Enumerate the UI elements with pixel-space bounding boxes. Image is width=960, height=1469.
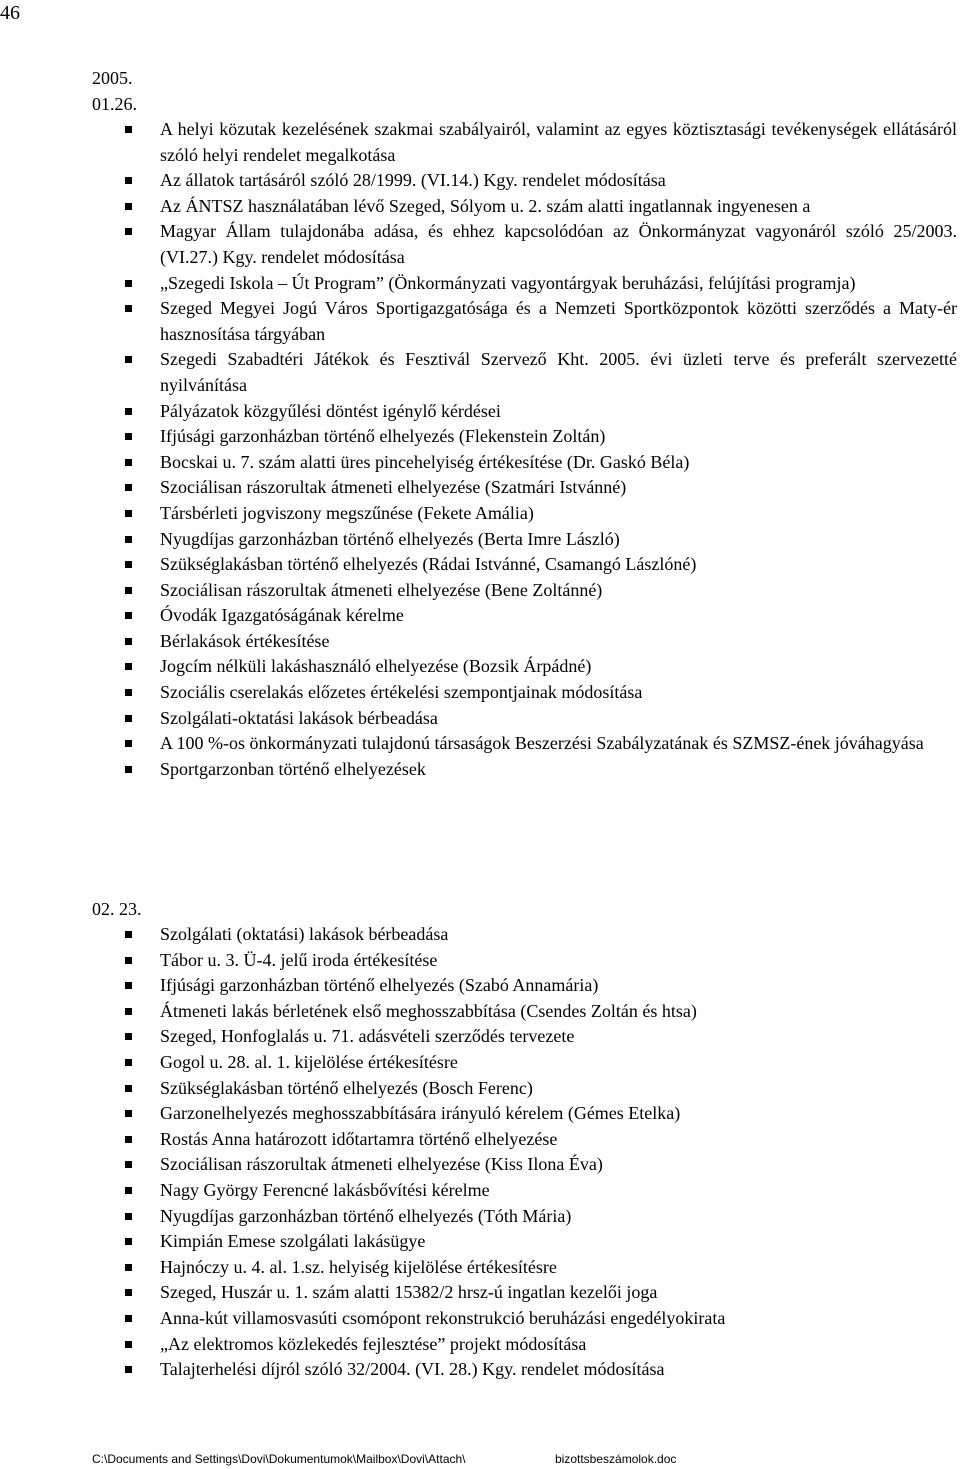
agenda-item: „Szegedi Iskola – Út Program” (Önkormányzati vagyontárgyak beruházási, felújítási programja)	[160, 271, 957, 297]
agenda-item: Szeged, Huszár u. 1. szám alatti 15382/2 hrsz-ú ingatlan kezelői joga	[160, 1280, 957, 1306]
agenda-item: Ifjúsági garzonházban történő elhelyezés (Flekenstein Zoltán)	[160, 424, 957, 450]
agenda-item: Anna-kút villamosvasúti csomópont rekonstrukció beruházási engedélyokirata	[160, 1306, 957, 1332]
section-date	[92, 66, 137, 117]
agenda-item: Garzonelhelyezés meghosszabbítására irányuló kérelem (Gémes Etelka)	[160, 1101, 957, 1127]
agenda-item: Társbérleti jogviszony megszűnése (Fekete Amália)	[160, 501, 957, 527]
agenda-item: Szeged, Honfoglalás u. 71. adásvételi szerződés tervezete	[160, 1024, 957, 1050]
agenda-item: Bérlakások értékesítése	[160, 629, 957, 655]
section-date-line: 2005.	[92, 68, 133, 88]
agenda-item: Pályázatok közgyűlési döntést igénylő kérdései	[160, 399, 957, 425]
agenda-item: Az állatok tartásáról szóló 28/1999. (VI.14.) Kgy. rendelet módosítása	[160, 168, 957, 194]
footer	[92, 1452, 676, 1466]
agenda-item: Jogcím nélküli lakáshasználó elhelyezése (Bozsik Árpádné)	[160, 654, 957, 680]
agenda-item: Szükséglakásban történő elhelyezés (Rádai Istvánné, Csamangó Lászlóné)	[160, 552, 957, 578]
agenda-list	[160, 922, 957, 1383]
agenda-item: Szükséglakásban történő elhelyezés (Bosch Ferenc)	[160, 1076, 957, 1102]
agenda-item: Szociálisan rászorultak átmeneti elhelyezése (Kiss Ilona Éva)	[160, 1152, 957, 1178]
agenda-item: Sportgarzonban történő elhelyezések	[160, 757, 957, 783]
agenda-item: Szolgálati (oktatási) lakások bérbeadása	[160, 922, 957, 948]
agenda-item: Gogol u. 28. al. 1. kijelölése értékesítésre	[160, 1050, 957, 1076]
agenda-item: Az ÁNTSZ használatában lévő Szeged, Sólyom u. 2. szám alatti ingatlannak ingyenesen a	[160, 194, 957, 220]
page-number: 46	[0, 2, 20, 24]
agenda-item: Magyar Állam tulajdonába adása, és ehhez kapcsolódóan az Önkormányzat vagyonáról szóló 25/2003. (VI.27.) Kgy. rendelet módosítása	[160, 219, 957, 270]
footer-file-path: C:\Documents and Settings\Dovi\Dokumentumok\Mailbox\Dovi\Attach\	[92, 1452, 466, 1466]
agenda-item: Szeged Megyei Jogú Város Sportigazgatósága és a Nemzeti Sportközpontok közötti szerződés a Maty-ér hasznosítása tárgyában	[160, 296, 957, 347]
agenda-item: Szegedi Szabadtéri Játékok és Fesztivál Szervező Kht. 2005. évi üzleti terve és preferált szervezetté nyilvánítása	[160, 347, 957, 398]
section-date-line: 01.26.	[92, 93, 137, 114]
agenda-item: Szociálisan rászorultak átmeneti elhelyezése (Szatmári Istvánné)	[160, 475, 957, 501]
agenda-item: Nagy György Ferencné lakásbővítési kérelme	[160, 1178, 957, 1204]
agenda-item: Ifjúsági garzonházban történő elhelyezés (Szabó Annamária)	[160, 973, 957, 999]
agenda-item: Bocskai u. 7. szám alatti üres pincehelyiség értékesítése (Dr. Gaskó Béla)	[160, 450, 957, 476]
agenda-list	[160, 117, 957, 782]
agenda-item: Átmeneti lakás bérletének első meghosszabbítása (Csendes Zoltán és htsa)	[160, 999, 957, 1025]
agenda-item: Szociálisan rászorultak átmeneti elhelyezése (Bene Zoltánné)	[160, 578, 957, 604]
agenda-item: Szociális cserelakás előzetes értékelési szempontjainak módosítása	[160, 680, 957, 706]
agenda-item: Nyugdíjas garzonházban történő elhelyezés (Berta Imre László)	[160, 527, 957, 553]
agenda-item: „Az elektromos közlekedés fejlesztése” projekt módosítása	[160, 1332, 957, 1358]
agenda-item: Nyugdíjas garzonházban történő elhelyezés (Tóth Mária)	[160, 1204, 957, 1230]
agenda-item: Tábor u. 3. Ü-4. jelű iroda értékesítése	[160, 948, 957, 974]
agenda-item: A 100 %-os önkormányzati tulajdonú társaságok Beszerzési Szabályzatának és SZMSZ-ének jóváhagyása	[160, 731, 957, 757]
agenda-item: Óvodák Igazgatóságának kérelme	[160, 603, 957, 629]
agenda-item: Kimpián Emese szolgálati lakásügye	[160, 1229, 957, 1255]
agenda-item: Rostás Anna határozott időtartamra történő elhelyezése	[160, 1127, 957, 1153]
agenda-item: Hajnóczy u. 4. al. 1.sz. helyiség kijelölése értékesítésre	[160, 1255, 957, 1281]
agenda-item: Szolgálati-oktatási lakások bérbeadása	[160, 706, 957, 732]
section-date	[92, 897, 142, 923]
section-date-line: 02. 23.	[92, 899, 142, 919]
footer-file-name: bizottsbeszámolok.doc	[555, 1452, 677, 1466]
agenda-item: A helyi közutak kezelésének szakmai szabályairól, valamint az egyes köztisztasági tevékenységek ellátásáról szóló helyi rendelet megalkotása	[160, 117, 957, 168]
agenda-item: Talajterhelési díjról szóló 32/2004. (VI. 28.) Kgy. rendelet módosítása	[160, 1357, 957, 1383]
